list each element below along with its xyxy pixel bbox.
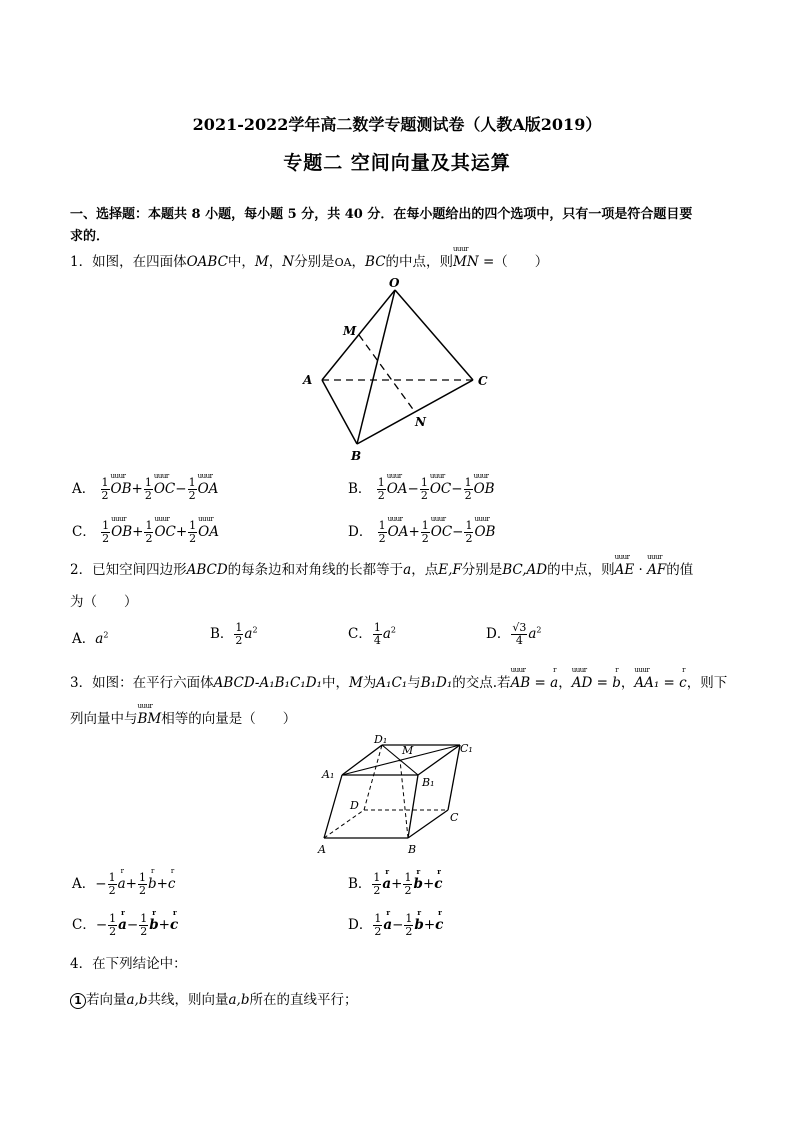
q1-option-c[interactable]: C． $\frac{1}{2}$ uuur OB+ $\frac{1}{2}$ uuur OC+ $\frac{1}{2}$ uuur OA	[72, 520, 219, 545]
q1-option-d[interactable]: D． $\frac{1}{2}$ uuur OA+ $\frac{1}{2}$ uuur OC− $\frac{1}{2}$ uuur OB	[348, 520, 495, 545]
section-heading: 一、选择题：本题共 8 小题，每小题 5 分，共 40 分．在每小题给出的四个选项中，只有一项是符合题目要	[70, 207, 693, 222]
q1-text: 中，	[227, 254, 255, 270]
op: −	[451, 481, 463, 497]
circled-number: 1	[70, 993, 86, 1009]
option-letter: D．	[486, 626, 511, 642]
op: +	[175, 524, 188, 540]
option-sign: −	[95, 917, 108, 933]
q1-n: N	[282, 254, 295, 270]
option-letter: D．	[348, 524, 373, 540]
q3-vec-b: r b	[612, 675, 621, 691]
q1-text: ，	[351, 254, 366, 270]
q3-text: ，	[558, 675, 572, 691]
vec: uuur OA	[198, 481, 219, 497]
option-letter: D．	[348, 917, 373, 933]
q3-option-b[interactable]: B． $\frac{1}{2}$ r a+ $\frac{1}{2}$ r b+r c	[348, 872, 442, 897]
q4-vec-ab: a,b	[228, 992, 250, 1008]
op: +	[408, 524, 420, 540]
vec: uuur OB	[111, 481, 132, 497]
q2-ef: E,F	[438, 562, 462, 578]
question-3-cont	[70, 707, 296, 727]
label-c1: C₁	[460, 742, 473, 755]
q1-m: M	[254, 254, 269, 270]
q3-option-a[interactable]: A．− $\frac{1}{2}$ r a+ $\frac{1}{2}$ r b+r c	[72, 872, 175, 897]
label-a: A	[318, 843, 326, 856]
question-1	[70, 250, 548, 270]
vec: uuur OA	[388, 524, 409, 540]
option-letter: B．	[210, 626, 234, 642]
label-m: M	[343, 324, 357, 338]
question-2	[70, 558, 693, 578]
tetrahedron-figure	[295, 272, 500, 467]
q4-text: 若向量	[86, 992, 127, 1008]
q3-eq: =	[659, 675, 680, 691]
vec: uuur OB	[474, 481, 495, 497]
q3-text: 为	[362, 675, 377, 691]
q1-text: 的中点，则	[385, 254, 454, 270]
q2-text: 分别是	[461, 562, 503, 578]
q2-vec-af: uuur AF	[647, 562, 666, 578]
q2-bcad: BC,AD	[502, 562, 548, 578]
q3-vec-aa1: uuur AA₁	[634, 675, 659, 691]
op: +	[131, 481, 143, 497]
q3-a1c1: A₁C₁	[376, 675, 408, 691]
q2-dot: ·	[634, 562, 648, 578]
label-c: C	[450, 811, 459, 824]
q3-vec-c: r c	[679, 675, 687, 691]
label-m: M	[402, 744, 414, 757]
question-4: 4．在下列结论中：	[70, 956, 187, 972]
q3-text: 3．如图：在平行六面体	[70, 675, 214, 691]
op: −	[452, 524, 464, 540]
label-d1: D₁	[374, 733, 388, 746]
section-heading-cont: 求的．	[70, 229, 110, 244]
q2-text: 的值	[666, 562, 694, 578]
option-letter: A．	[72, 876, 96, 892]
vec: uuur OC	[430, 481, 451, 497]
q3-text: ，	[620, 675, 635, 691]
q2-text: 2．已知空间四边形	[70, 562, 187, 578]
q2-text: ，点	[411, 562, 439, 578]
q3-text: 与	[407, 675, 421, 691]
op: −	[407, 481, 419, 497]
question-4-item-1	[70, 988, 357, 1009]
op: −	[175, 481, 187, 497]
option-sign: −	[95, 876, 107, 892]
q3-solid: ABCD-A₁B₁C₁D₁	[213, 675, 322, 691]
q1-option-a[interactable]: A． $\frac{1}{2}$ uuur OB+ $\frac{1}{2}$ uuur OC− $\frac{1}{2}$ uuur OA	[72, 477, 218, 502]
option-letter: C．	[348, 626, 372, 642]
vec: uuur OC	[431, 524, 452, 540]
q4-text: 所在的直线平行；	[249, 992, 358, 1008]
q2-option-d[interactable]: D． $\frac{√3}{4}$ $a^2$	[486, 621, 542, 647]
q2-option-c[interactable]: C． $\frac{1}{4}$ $a^2$	[348, 621, 396, 647]
q3-m: M	[348, 675, 363, 691]
q3-b1d1: B₁D₁	[420, 675, 453, 691]
q3-vec-ad: uuur AD	[572, 675, 593, 691]
q1-text: 1．如图，在四面体	[70, 254, 187, 270]
q1-option-b[interactable]: B． $\frac{1}{2}$ uuur OA− $\frac{1}{2}$ uuur OC− $\frac{1}{2}$ uuur OB	[348, 477, 495, 502]
q3-text: 列向量中与	[70, 711, 138, 727]
q3-vec-a: r a	[550, 675, 558, 691]
label-c: C	[478, 374, 488, 388]
q2-vec-ae: uuur AE	[615, 562, 635, 578]
q2-abcd: ABCD	[186, 562, 228, 578]
vec: uuur OB	[474, 524, 495, 540]
q1-text: =（ ）	[478, 254, 549, 270]
page-subtitle: 专题二 空间向量及其运算	[283, 152, 511, 174]
label-d: D	[350, 799, 359, 812]
option-letter: A．	[72, 481, 96, 497]
q3-text: ，则下	[686, 675, 728, 691]
q1-bc: BC	[365, 254, 386, 270]
q1-text: 分别是	[294, 254, 335, 270]
question-3	[70, 671, 727, 691]
op: +	[132, 524, 144, 540]
label-b1: B₁	[422, 776, 435, 789]
vec: uuur OA	[387, 481, 408, 497]
option-letter: A．	[72, 631, 96, 647]
vec: uuur OC	[154, 481, 175, 497]
vec: uuur OB	[111, 524, 132, 540]
option-letter: B．	[348, 481, 372, 497]
option-letter: C．	[72, 524, 96, 540]
parallelepiped-figure	[310, 730, 490, 858]
q3-text: 的交点.若	[452, 675, 511, 691]
q2-option-a[interactable]: A．$a^2$	[72, 630, 109, 647]
q2-option-b[interactable]: B． $\frac{1}{2}$ $a^2$	[210, 621, 258, 647]
q2-a: a	[403, 562, 412, 578]
q1-oa: OA	[334, 256, 352, 269]
q3-text: 中，	[321, 675, 349, 691]
q3-option-c[interactable]: C．− $\frac{1}{2}$ r a− $\frac{1}{2}$ r b+r c	[72, 913, 178, 938]
q3-eq: =	[592, 675, 613, 691]
label-b: B	[351, 449, 362, 463]
q3-eq: =	[530, 675, 551, 691]
label-a: A	[303, 373, 313, 387]
q3-vec-ab: uuur AB	[511, 675, 531, 691]
vec: uuur OC	[154, 524, 175, 540]
label-n: N	[415, 415, 426, 429]
label-b: B	[408, 843, 417, 856]
q2-text: 的中点，则	[547, 562, 615, 578]
q4-text: 共线，则向量	[147, 992, 229, 1008]
q4-vec-ab: a,b	[126, 992, 148, 1008]
q1-text: ，	[268, 254, 283, 270]
option-letter: C．	[72, 917, 96, 933]
label-o: O	[389, 276, 400, 290]
q1-vector-mn: uuur MN	[453, 254, 479, 270]
option-letter: B．	[348, 876, 372, 892]
q2-text: 的每条边和对角线的长都等于	[227, 562, 404, 578]
q1-solid: OABC	[186, 254, 228, 270]
q3-vec-bm: uuur BM	[138, 711, 162, 727]
vec: uuur OA	[198, 524, 219, 540]
page-title: 2021-2022学年高二数学专题测试卷（人教A版2019）	[192, 115, 602, 134]
q3-option-d[interactable]: D． $\frac{1}{2}$ r a− $\frac{1}{2}$ r b+r c	[348, 913, 443, 938]
q3-text: 相等的向量是（ ）	[161, 711, 297, 727]
question-2-cont: 为（ ）	[70, 594, 138, 610]
label-a1: A₁	[322, 768, 335, 781]
